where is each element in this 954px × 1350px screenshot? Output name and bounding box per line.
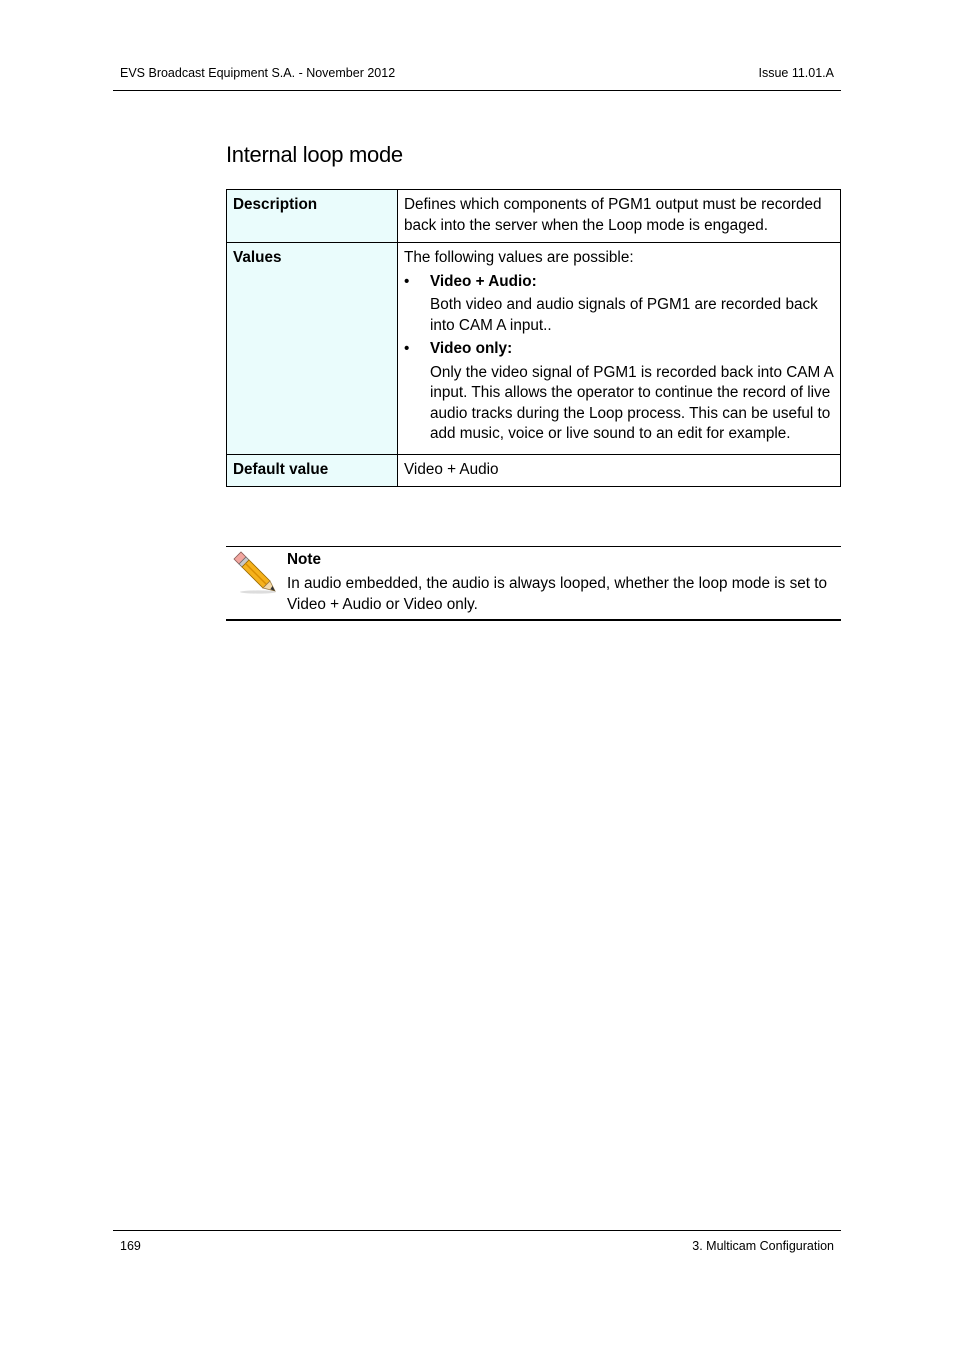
values-label: Values: [227, 243, 398, 455]
page-header: [113, 58, 841, 91]
value-option-description: Only the video signal of PGM1 is recorded back into CAM A input. This allows the operator to continue the record of live audio tracks during the Loop process. This can be useful to add music, voice or live sound to an edit for example.: [430, 363, 834, 442]
footer-chapter: 3. Multicam Configuration: [692, 1239, 834, 1253]
value-option-description: Both video and audio signals of PGM1 are recorded back into CAM A input..: [430, 296, 818, 334]
list-item: [404, 272, 834, 337]
description-value: Defines which components of PGM1 output must be recorded back into the server when the Loop mode is engaged.: [398, 190, 841, 243]
parameter-table: [226, 189, 841, 487]
default-value-label: Default value: [227, 454, 398, 487]
value-option-title: Video + Audio:: [430, 272, 537, 290]
values-intro: The following values are possible:: [404, 249, 634, 266]
table-row: [227, 190, 841, 243]
table-row: [227, 243, 841, 455]
values-cell: [398, 243, 841, 455]
bullet-icon: •: [404, 340, 410, 357]
note-title: Note: [287, 551, 321, 568]
header-issue: Issue 11.01.A: [758, 66, 834, 80]
section-title: Internal loop mode: [226, 142, 403, 167]
header-publisher-date: EVS Broadcast Equipment S.A. - November 2012: [120, 66, 396, 80]
values-list: [404, 272, 834, 445]
value-option-title: Video only:: [430, 340, 513, 357]
pencil-icon: [232, 551, 280, 595]
page-footer: [113, 1230, 841, 1253]
list-item: [404, 339, 834, 445]
description-label: Description: [227, 190, 398, 243]
default-value: Video + Audio: [398, 454, 841, 487]
table-row: [227, 454, 841, 487]
page-number: 169: [120, 1239, 141, 1253]
note-text: In audio embedded, the audio is always looped, whether the loop mode is set to Video + Audio or Video only.: [287, 575, 827, 613]
bullet-icon: •: [404, 272, 410, 290]
note-box: [226, 546, 841, 621]
